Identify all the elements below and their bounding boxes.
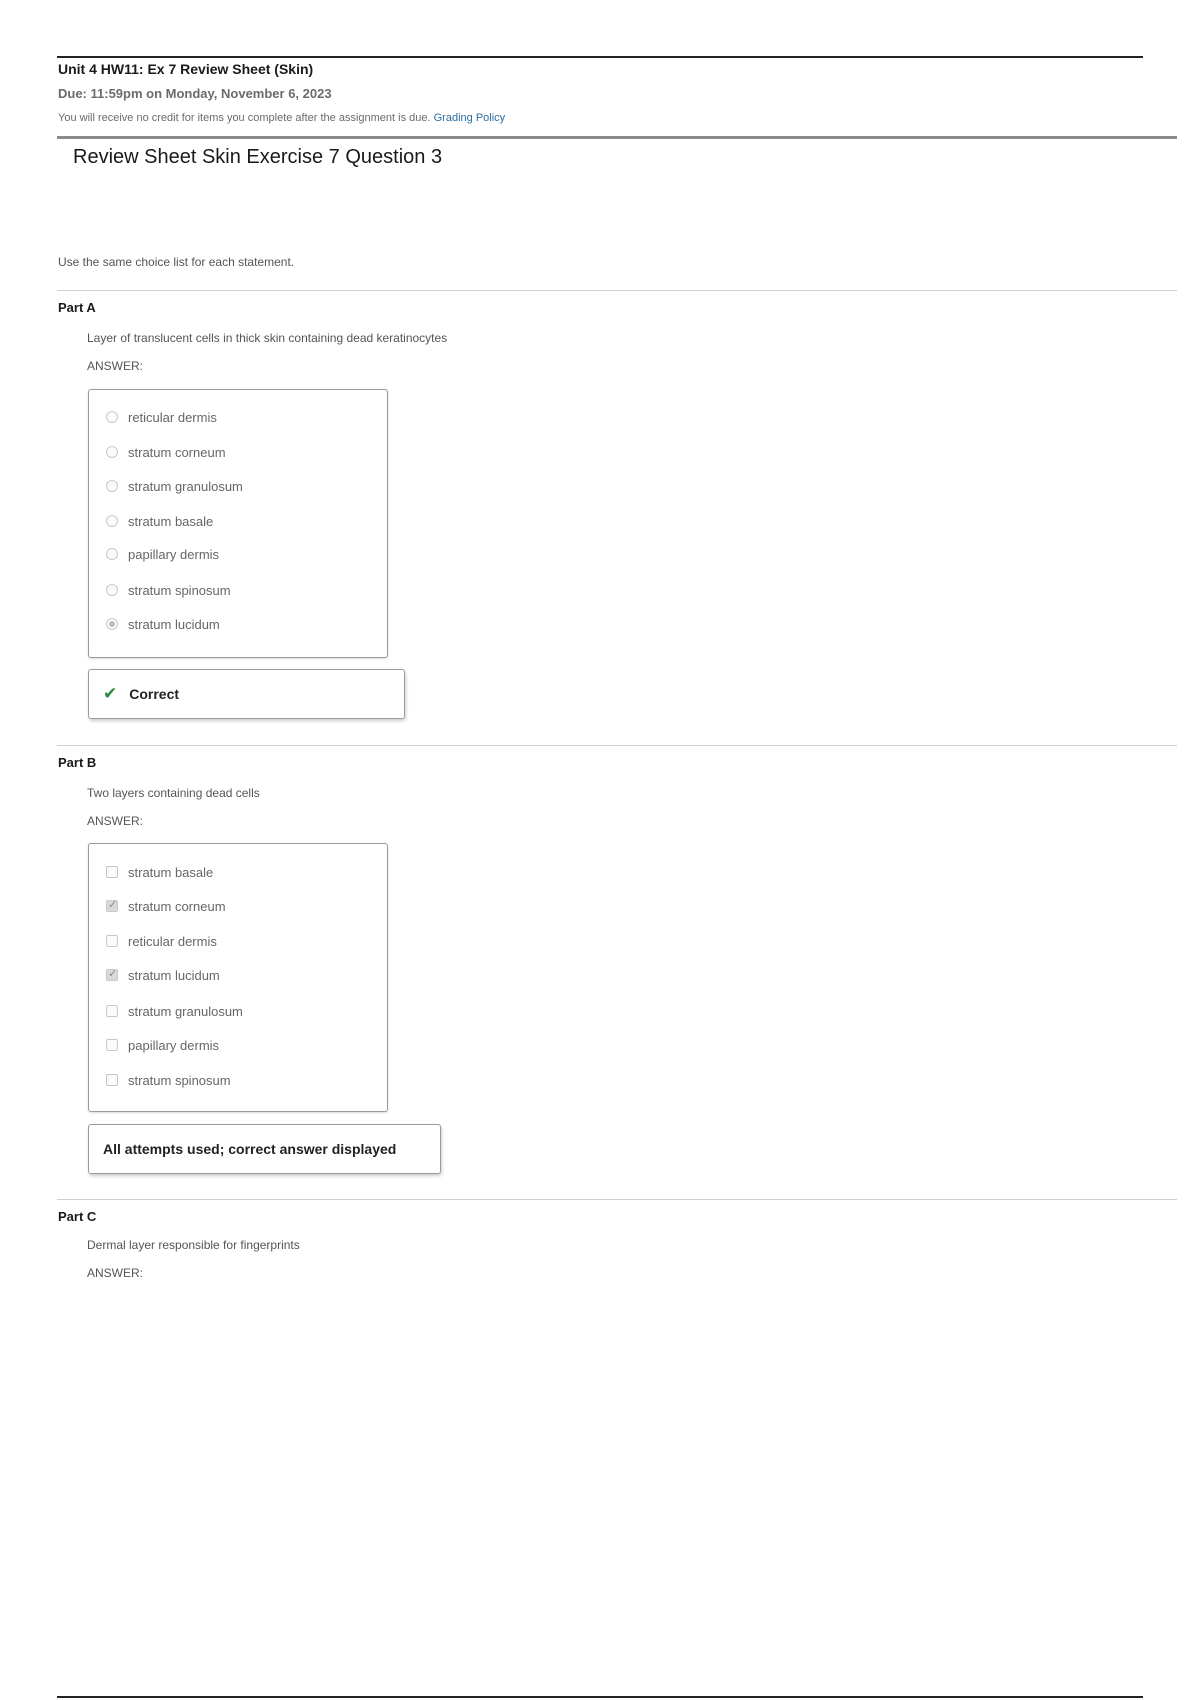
part-c-prompt: Dermal layer responsible for fingerprints bbox=[87, 1238, 300, 1252]
option-label: stratum basale bbox=[128, 864, 214, 880]
checkbox[interactable] bbox=[106, 1074, 118, 1086]
checkmark-icon: ✔ bbox=[103, 684, 118, 704]
part-a-option[interactable] bbox=[106, 407, 217, 427]
part-a-answer-label: ANSWER: bbox=[87, 359, 144, 373]
option-label: stratum basale bbox=[128, 513, 214, 529]
radio-button[interactable] bbox=[106, 548, 118, 560]
part-b-feedback bbox=[88, 1124, 441, 1174]
option-label: stratum spinosum bbox=[128, 1072, 231, 1088]
option-label: stratum lucidum bbox=[128, 616, 220, 632]
part-b-option[interactable] bbox=[106, 1070, 231, 1090]
grading-policy-link[interactable]: Grading Policy bbox=[433, 112, 506, 124]
feedback-text: Correct bbox=[129, 686, 180, 702]
part-c-divider bbox=[57, 1199, 1177, 1200]
part-a-label: Part A bbox=[58, 300, 96, 315]
part-c-label: Part C bbox=[58, 1209, 97, 1224]
question-instructions: Use the same choice list for each statement. bbox=[58, 255, 295, 269]
part-b-prompt: Two layers containing dead cells bbox=[87, 786, 260, 800]
part-b-option[interactable] bbox=[106, 965, 220, 985]
part-b-choice-list bbox=[88, 843, 388, 1112]
part-a-option[interactable] bbox=[106, 544, 219, 564]
option-label: stratum corneum bbox=[128, 444, 226, 460]
option-label: stratum granulosum bbox=[128, 1003, 243, 1019]
due-date: Due: 11:59pm on Monday, November 6, 2023 bbox=[58, 86, 332, 101]
question-title: Review Sheet Skin Exercise 7 Question 3 bbox=[73, 146, 443, 168]
radio-button[interactable] bbox=[106, 446, 118, 458]
part-a-option[interactable] bbox=[106, 580, 231, 600]
radio-button[interactable] bbox=[106, 584, 118, 596]
part-a-option[interactable] bbox=[106, 442, 226, 462]
radio-button[interactable] bbox=[106, 480, 118, 492]
part-a-divider bbox=[57, 290, 1177, 291]
part-b-option[interactable] bbox=[106, 1001, 243, 1021]
option-label: stratum corneum bbox=[128, 898, 226, 914]
bottom-rule bbox=[57, 1696, 1143, 1698]
part-a-feedback bbox=[88, 669, 405, 719]
option-label: stratum spinosum bbox=[128, 582, 231, 598]
part-a-option[interactable] bbox=[106, 511, 213, 531]
option-label: papillary dermis bbox=[128, 546, 220, 562]
radio-button[interactable] bbox=[106, 411, 118, 423]
part-b-option[interactable] bbox=[106, 1035, 219, 1055]
policy-text: You will receive no credit for items you complete after the assignment is due. bbox=[58, 112, 431, 124]
checkbox[interactable] bbox=[106, 1039, 118, 1051]
option-label: papillary dermis bbox=[128, 1037, 220, 1053]
part-b-divider bbox=[57, 745, 1177, 746]
checkbox-checked[interactable] bbox=[106, 969, 118, 981]
assignment-header bbox=[58, 58, 1178, 124]
option-label: stratum lucidum bbox=[128, 967, 220, 983]
option-label: reticular dermis bbox=[128, 933, 217, 949]
policy-notice bbox=[58, 112, 1178, 124]
part-a-prompt: Layer of translucent cells in thick skin containing dead keratinocytes bbox=[87, 331, 448, 345]
checkbox[interactable] bbox=[106, 935, 118, 947]
part-b-answer-label: ANSWER: bbox=[87, 814, 144, 828]
part-b-option[interactable] bbox=[106, 862, 213, 882]
radio-button-selected[interactable] bbox=[106, 618, 118, 630]
radio-button[interactable] bbox=[106, 515, 118, 527]
part-a-option[interactable] bbox=[106, 476, 243, 496]
part-b-option[interactable] bbox=[106, 896, 226, 916]
part-a-option[interactable] bbox=[106, 614, 220, 634]
assignment-title: Unit 4 HW11: Ex 7 Review Sheet (Skin) bbox=[58, 61, 314, 77]
part-c-answer-label: ANSWER: bbox=[87, 1266, 144, 1280]
checkbox[interactable] bbox=[106, 866, 118, 878]
checkbox[interactable] bbox=[106, 1005, 118, 1017]
option-label: stratum granulosum bbox=[128, 478, 243, 494]
feedback-text: All attempts used; correct answer displayed bbox=[103, 1141, 397, 1157]
checkbox-checked[interactable] bbox=[106, 900, 118, 912]
part-a-choice-list bbox=[88, 389, 388, 658]
option-label: reticular dermis bbox=[128, 409, 217, 425]
part-b-label: Part B bbox=[58, 755, 97, 770]
header-divider bbox=[57, 136, 1177, 139]
part-b-option[interactable] bbox=[106, 931, 217, 951]
